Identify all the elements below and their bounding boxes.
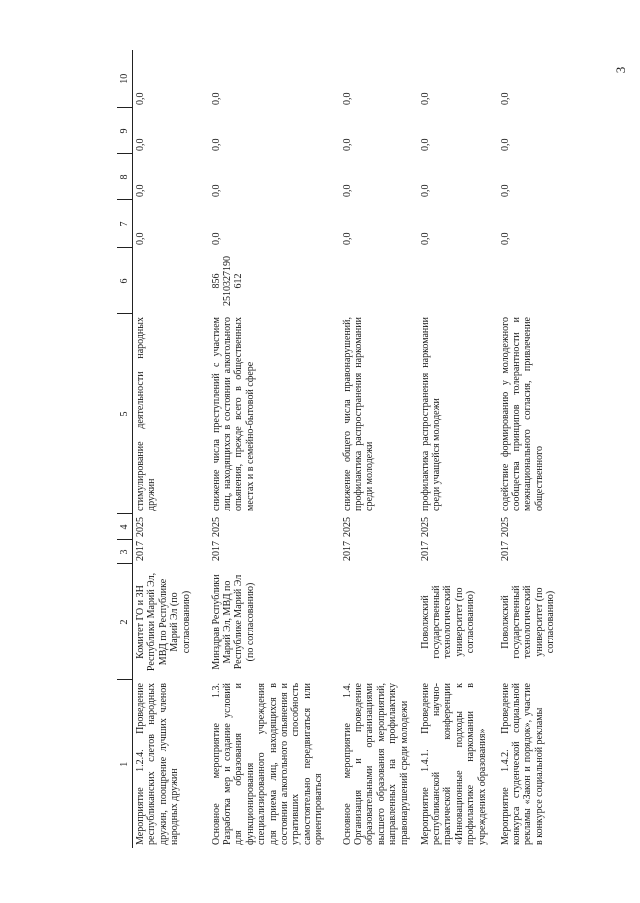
table-row <box>133 50 209 848</box>
value-cell: 0,0 <box>135 138 146 151</box>
activity-cell: Основное мероприятие 1.3. Разработка мер и создание условий для образования и функционирования специализированного учреждения для приема лиц, находящихся в состоянии алкогольного опьянения и утративших способность самостоятельно передвигаться или ориентироваться <box>210 683 325 845</box>
result-cell: снижение числа преступлений с участием лиц, находящихся в состоянии алкогольного опьянения, прежде всего в общественных местах и в семейно-бытовой сфере <box>210 317 256 511</box>
activity-cell: Основное мероприятие 1.4. Организация и проведение образовательными организациями высшего образования мероприятий, направленных на профилактику правонарушений среди молодежи <box>341 683 410 845</box>
executor-cell: Комитет ГО и ЗН Республики Марий Эл, МВД по Республике Марий Эл (по согласованию) <box>135 572 192 672</box>
executor-cell: Минздрав Республики Марий Эл, МВД по Республике Марий Эл (по согласованию) <box>210 574 256 670</box>
activity-cell: Мероприятие 1.2.4. Проведение республиканских слетов народных дружин, поощрение лучших членов народных дружин <box>135 683 181 845</box>
end-year-cell: 2025 <box>210 517 222 537</box>
col-header-6: 6 <box>117 248 133 314</box>
result-cell: стимулирование деятельности народных дружин <box>135 317 158 511</box>
activity-cell: Мероприятие 1.4.1. Проведение республиканской научно-практической конференции «Инновационные подходы к профилактике наркомании в учреждениях образования» <box>419 683 488 845</box>
value-cell: 0,0 <box>341 138 353 151</box>
value-cell: 0,0 <box>499 184 511 197</box>
col-header-10: 10 <box>117 50 133 108</box>
executor-cell <box>340 564 418 680</box>
header-row <box>117 50 133 848</box>
value-cell: 0,0 <box>499 138 511 151</box>
value-cell: 0,0 <box>210 92 222 105</box>
col-header-2: 2 <box>117 564 133 680</box>
value-cell: 0,0 <box>210 184 222 197</box>
table-row <box>340 50 418 848</box>
col-header-8: 8 <box>117 154 133 200</box>
value-cell: 0,0 <box>135 92 146 105</box>
end-year-cell: 2025 <box>135 517 146 537</box>
value-cell: 0,0 <box>419 184 431 197</box>
result-cell: содействие формированию у молодежного сообщества принципов толерантности и межнационального согласия, привлечение общественного <box>499 317 545 511</box>
table-row <box>209 50 340 848</box>
program-activities-table <box>117 50 562 848</box>
value-cell: 0,0 <box>341 92 353 105</box>
start-year-cell: 2017 <box>419 541 431 561</box>
budget-code-cell <box>418 248 498 314</box>
col-header-1: 1 <box>117 680 133 848</box>
budget-code-cell <box>133 248 209 314</box>
value-cell: 0,0 <box>135 184 146 197</box>
col-header-7: 7 <box>117 200 133 248</box>
budget-code-cell: 856 2510327190 612 <box>210 256 245 306</box>
start-year-cell: 2017 <box>135 541 146 561</box>
value-cell: 0,0 <box>341 184 353 197</box>
value-cell: 0,0 <box>419 92 431 105</box>
value-cell: 0,0 <box>419 138 431 151</box>
col-header-3: 3 <box>117 540 133 564</box>
table-row <box>498 50 562 848</box>
page-number: 3 <box>613 66 628 74</box>
value-cell: 0,0 <box>419 232 431 245</box>
value-cell: 0,0 <box>210 232 222 245</box>
result-cell: снижение общего числа правонарушений, профилактика распространения наркомании среди молодежи <box>341 317 376 511</box>
value-cell: 0,0 <box>135 232 146 245</box>
value-cell: 0,0 <box>499 232 511 245</box>
start-year-cell: 2017 <box>341 541 353 561</box>
start-year-cell: 2017 <box>210 541 222 561</box>
end-year-cell: 2025 <box>499 517 511 537</box>
col-header-4: 4 <box>117 514 133 540</box>
budget-code-cell <box>340 248 418 314</box>
value-cell: 0,0 <box>341 232 353 245</box>
col-header-9: 9 <box>117 108 133 154</box>
col-header-5: 5 <box>117 314 133 514</box>
budget-code-cell <box>498 248 562 314</box>
table-row <box>418 50 498 848</box>
activity-cell: Мероприятие 1.4.2. Проведение конкурса студенческой социальной рекламы «Закон и порядок», участие в конкурсе социальной рекламы <box>499 683 545 845</box>
end-year-cell: 2025 <box>341 517 353 537</box>
executor-cell: Поволжский государственный технологический университет (по согласованию) <box>419 585 477 659</box>
value-cell: 0,0 <box>499 92 511 105</box>
start-year-cell: 2017 <box>499 541 511 561</box>
end-year-cell: 2025 <box>419 517 431 537</box>
value-cell: 0,0 <box>210 138 222 151</box>
result-cell: профилактика распространения наркомании среди учащейся молодежи <box>419 317 442 511</box>
executor-cell: Поволжский государственный технологический университет (по согласованию) <box>499 585 557 659</box>
